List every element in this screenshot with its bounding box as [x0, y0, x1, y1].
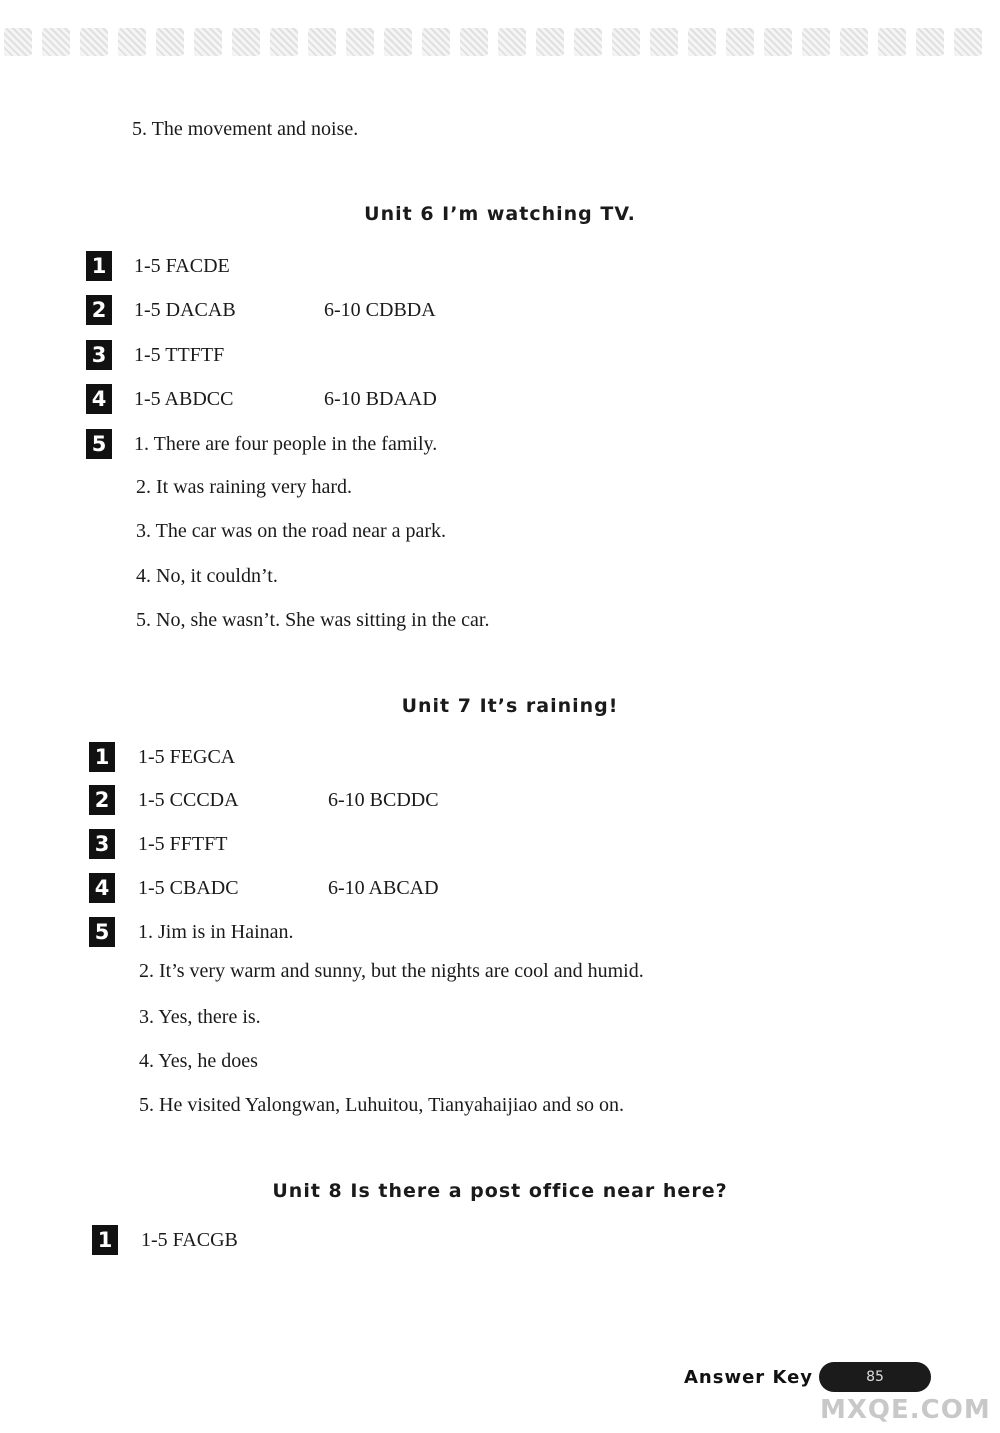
page-footer: [684, 1362, 931, 1392]
answer-sentence: 1. There are four people in the family.: [134, 433, 438, 455]
answer-range-1-5: 1-5 ABDCC: [134, 388, 234, 410]
unit-8-heading: Unit 8 Is there a post office near here?: [272, 1180, 728, 1202]
exercise-badge: 4: [86, 384, 112, 414]
answer-row: [138, 742, 235, 772]
answer-row: [138, 785, 439, 815]
exercise-badge: 2: [86, 295, 112, 325]
page-number: 85: [819, 1362, 931, 1392]
decorative-header-strip: [0, 28, 984, 60]
exercise-badge: 1: [86, 251, 112, 281]
answer-sentence: 5. He visited Yalongwan, Luhuitou, Tianyahaijiao and so on.: [139, 1094, 624, 1116]
answer-row: [138, 829, 227, 859]
answer-row: [134, 384, 437, 414]
site-watermark: MXQE.COM: [820, 1395, 991, 1425]
exercise-badge: 2: [89, 785, 115, 815]
answer-range-1-5: 1-5 TTFTF: [134, 344, 225, 366]
answer-range-1-5: 1-5 FACGB: [141, 1229, 238, 1251]
exercise-badge: 1: [89, 742, 115, 772]
intro-answer-line: 5. The movement and noise.: [132, 118, 359, 140]
answer-row: [138, 917, 294, 947]
answer-sentence: 2. It was raining very hard.: [136, 476, 353, 498]
answer-sentence: 4. No, it couldn’t.: [136, 565, 278, 587]
answer-sentence: 5. No, she wasn’t. She was sitting in the car.: [136, 609, 490, 631]
answer-row: [138, 873, 439, 903]
exercise-badge: 3: [86, 340, 112, 370]
answer-row: [134, 340, 224, 370]
answer-sentence: 4. Yes, he does: [139, 1050, 258, 1072]
exercise-badge: 1: [92, 1225, 118, 1255]
answer-range-6-10: 6-10 BCDDC: [328, 789, 439, 811]
answer-sentence: 3. Yes, there is.: [139, 1006, 261, 1028]
answer-row: [141, 1225, 238, 1255]
unit-6-heading: Unit 6 I’m watching TV.: [364, 203, 636, 225]
answer-range-1-5: 1-5 DACAB: [134, 299, 236, 321]
answer-range-1-5: 1-5 CBADC: [138, 877, 239, 899]
answer-range-6-10: 6-10 BDAAD: [324, 388, 437, 410]
answer-row: [134, 295, 436, 325]
answer-sentence: 1. Jim is in Hainan.: [138, 921, 294, 943]
unit-7-heading: Unit 7 It’s raining!: [401, 695, 619, 717]
answer-sentence: 3. The car was on the road near a park.: [136, 520, 447, 542]
exercise-badge: 5: [86, 429, 112, 459]
answer-range-1-5: 1-5 FEGCA: [138, 746, 236, 768]
answer-row: [134, 251, 230, 281]
answer-range-1-5: 1-5 CCCDA: [138, 789, 239, 811]
answer-range-1-5: 1-5 FFTFT: [138, 833, 228, 855]
exercise-badge: 3: [89, 829, 115, 859]
answer-range-6-10: 6-10 ABCAD: [328, 877, 439, 899]
answer-sentence: 2. It’s very warm and sunny, but the nights are cool and humid.: [139, 960, 644, 982]
answer-range-1-5: 1-5 FACDE: [134, 255, 230, 277]
exercise-badge: 5: [89, 917, 115, 947]
answer-row: [134, 429, 437, 459]
answer-key-label: Answer Key: [684, 1366, 814, 1388]
exercise-badge: 4: [89, 873, 115, 903]
answer-range-6-10: 6-10 CDBDA: [324, 299, 436, 321]
